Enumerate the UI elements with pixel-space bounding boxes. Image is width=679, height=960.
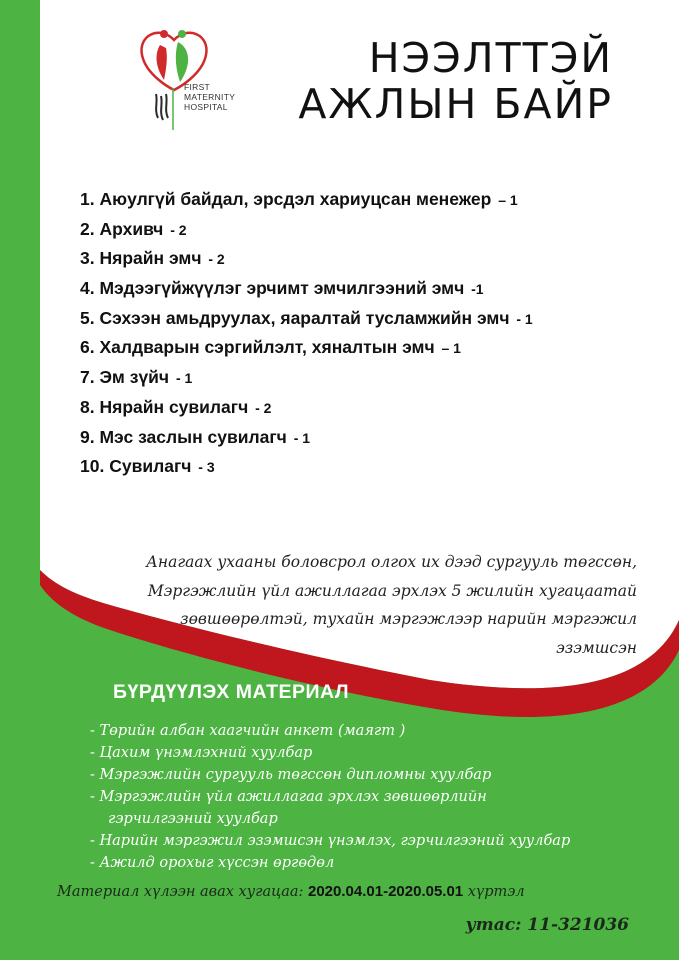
requirement-line: зөвшөөрөлтэй, тухайн мэргэжлээр нарийн мэргэжил	[180, 610, 637, 628]
position-item: 5. Сэхээн амьдруулах, яаралтай тусламжийн эмч - 1	[80, 307, 533, 328]
position-item: 9. Мэс заслын сувилагч - 1	[80, 426, 311, 447]
position-item: 10. Сувилагч - 3	[80, 456, 215, 477]
position-item: 4. Мэдээгүйжүүлэг эрчимт эмчилгээний эмч -1	[80, 278, 484, 299]
contact-phone: утас: 11-321036	[465, 915, 629, 935]
logo-text	[184, 82, 235, 112]
requirement-line: эзэмшсэн	[556, 638, 637, 657]
page-title	[298, 35, 613, 127]
material-item: - Мэргэжлийн сургууль төгссөн дипломны хуулбар	[90, 767, 492, 783]
material-item: - Цахим үнэмлэхний хуулбар	[90, 745, 313, 761]
position-item: 8. Нярайн сувилагч - 2	[80, 396, 272, 417]
material-item: - Төрийн албан хаагчийн анкет (маягт )	[90, 723, 406, 739]
title-line-2: АЖЛЫН БАЙР	[298, 80, 613, 128]
requirements-text	[92, 548, 637, 662]
position-item: 6. Халдварын сэргийлэлт, хяналтын эмч – 1	[80, 337, 461, 358]
heart-people-icon	[130, 10, 270, 140]
material-item: - Ажилд орохыг хүссэн өргөдөл	[90, 855, 335, 871]
position-item: 1. Аюулгүй байдал, эрсдэл хариуцсан менежер – 1	[80, 189, 518, 209]
logo-line-2: MATERNITY	[184, 92, 236, 102]
material-item: - Мэргэжлийн үйл ажиллагаа эрхлэх зөвшөөрлийн	[90, 789, 487, 805]
requirement-line: Мэргэжлийн үйл ажиллагаа эрхлэх 5 жилийн хугацаатай	[147, 581, 637, 600]
position-item: 7. Эм зүйч - 1	[80, 367, 193, 388]
title-line-1: НЭЭЛТТЭЙ	[368, 34, 613, 82]
materials-title: БҮРДҮҮЛЭХ МАТЕРИАЛ	[113, 681, 350, 703]
position-item: 2. Архивч - 2	[80, 218, 187, 239]
requirement-line: Анагаах ухааны боловсрол олгох их дээд сургууль төгссөн,	[146, 553, 637, 571]
material-item-continuation: гэрчилгээний хуулбар	[108, 811, 278, 827]
logo-line-3: HOSPITAL	[184, 102, 228, 112]
deadline-dates: 2020.04.01-2020.05.01	[308, 883, 464, 900]
positions-list	[80, 189, 533, 486]
deadline-label: Материал хүлээн авах хугацаа:	[57, 884, 304, 900]
position-item: 3. Нярайн эмч - 2	[80, 248, 225, 269]
hospital-logo	[130, 10, 270, 140]
deadline	[57, 883, 525, 900]
deadline-suffix: хүртэл	[467, 884, 525, 900]
logo-line-1: FIRST	[184, 82, 211, 92]
material-item: - Нарийн мэргэжил эзэмшсэн үнэмлэх, гэрчилгээний хуулбар	[90, 833, 571, 849]
materials-list	[90, 720, 570, 874]
